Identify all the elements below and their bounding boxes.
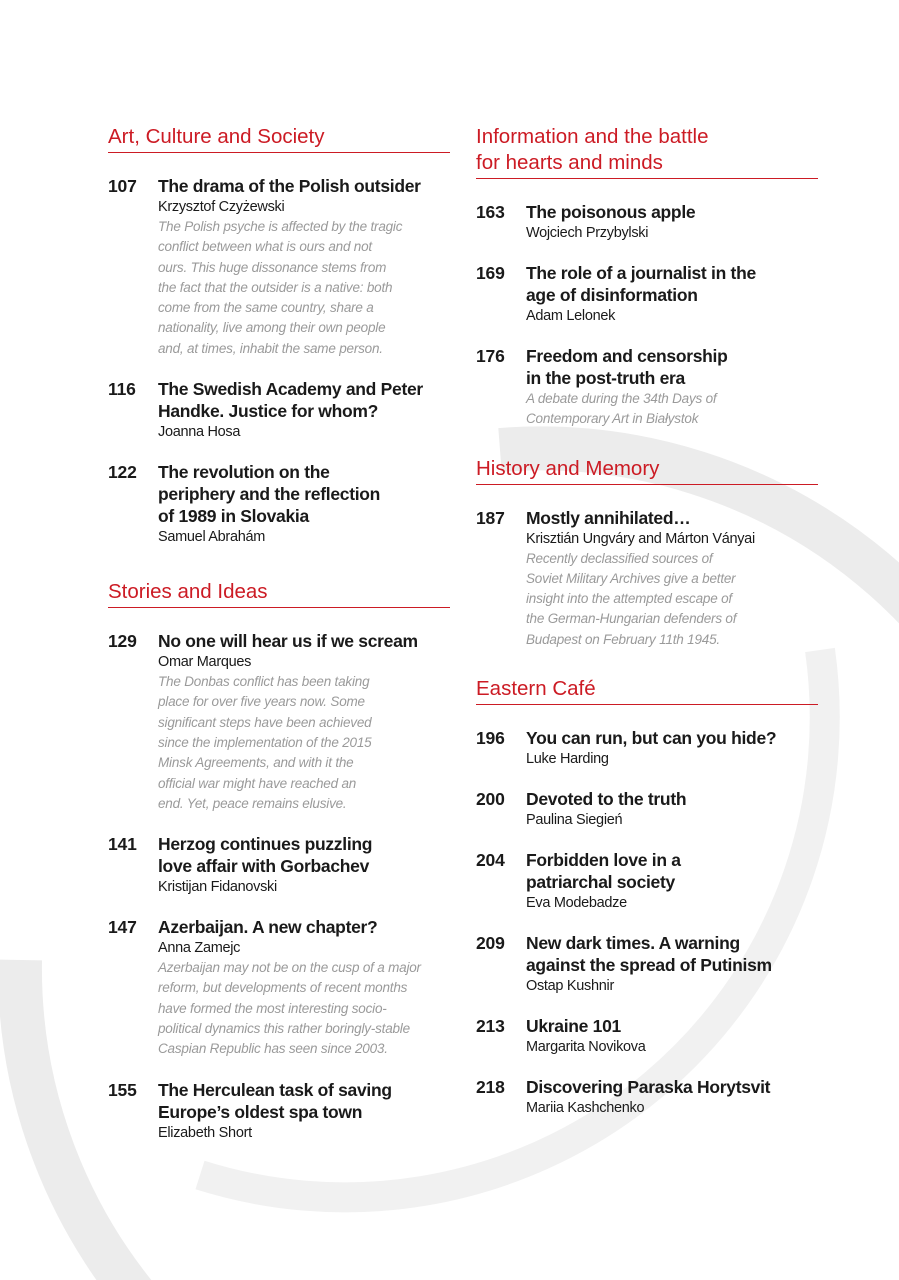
section-title: Eastern Café [476,676,818,705]
section [108,124,450,547]
article-author: Samuel Abrahám [158,529,266,546]
section-title: Information and the battle for hearts and minds [476,124,818,179]
page-number: 187 [476,507,505,528]
section [108,579,450,1143]
toc-entry[interactable] [476,1015,818,1057]
page-number: 122 [108,462,137,483]
left-column [108,124,450,1165]
toc-entry[interactable] [476,788,818,830]
article-author: Omar Marques [158,654,252,671]
right-column [476,124,818,1140]
toc-entry[interactable] [476,262,818,326]
section [476,676,818,1118]
article-author: Anna Zamejc [158,940,241,957]
page-number: 129 [108,631,137,652]
article-author: Ostap Kushnir [526,978,614,995]
toc-entry[interactable] [108,1079,450,1143]
article-title[interactable]: The revolution on the periphery and the reflection of 1989 in Slovakia [158,462,381,527]
article-author: Wojciech Przybylski [526,225,649,241]
toc-entry[interactable] [108,175,450,359]
article-title[interactable]: Herzog continues puzzling love affair with Gorbachev [158,834,373,877]
toc-entry[interactable] [108,916,450,1059]
toc-entry[interactable] [108,630,450,814]
page-number: 218 [476,1077,505,1098]
section [476,456,818,650]
article-title[interactable]: Freedom and censorship in the post-truth era [526,346,728,388]
article-title[interactable]: The poisonous apple [526,202,696,222]
article-author: Kristijan Fidanovski [158,879,277,896]
page-number: 116 [108,379,136,400]
toc-entry[interactable] [476,345,818,430]
article-author: Eva Modebadze [526,895,627,912]
article-title[interactable]: Devoted to the truth [526,789,687,810]
page-number: 163 [476,202,505,222]
page-number: 147 [108,917,137,938]
toc-entry[interactable] [476,201,818,243]
page-number: 141 [108,834,137,855]
toc-entry[interactable] [476,727,818,769]
article-author: Adam Lelonek [526,308,616,324]
article-title[interactable]: Ukraine 101 [526,1016,621,1037]
article-author: Elizabeth Short [158,1124,252,1141]
article-author: Margarita Novikova [526,1039,646,1056]
article-author: Luke Harding [526,751,609,768]
section-title: Art, Culture and Society [108,124,450,153]
article-description: The Polish psyche is affected by the tragic conflict between what is ours and not ours. This huge dissonance stems from the fact that the outsider is a native: both come from the same country, share a nationality, live among their own people and, at times, inhabit the same person. [158,219,403,356]
article-author: Krisztián Ungváry and Márton Ványai [526,530,755,547]
article-description: Recently declassified sources of Soviet Military Archives give a better insight into the attempted escape of the German-Hungarian defenders of Budapest on February 11th 1945. [526,550,737,647]
page-number: 107 [108,176,137,196]
article-title[interactable]: Forbidden love in a patriarchal society [526,850,681,893]
section-title: Stories and Ideas [108,579,450,608]
article-title[interactable]: You can run, but can you hide? [526,728,777,749]
article-author: Paulina Siegień [526,812,623,829]
section [476,124,818,430]
article-description: The Donbas conflict has been taking place for over five years now. Some significant steps have been achieved since the implementation of the 2015 Minsk Agreements, and with it the official war might have reached an end. Yet, peace remains elusive. [158,674,372,811]
toc-entry[interactable] [108,378,450,442]
toc-entry[interactable] [476,849,818,913]
page-number: 196 [476,728,505,749]
article-title[interactable]: Azerbaijan. A new chapter? [158,917,378,938]
article-description: Azerbaijan may not be on the cusp of a major reform, but developments of recent months have formed the most interesting socio- political dynamics this rather boringly-stable Caspian Republic has seen since 2003. [158,960,421,1057]
article-title[interactable]: The Swedish Academy and Peter Handke. Justice for whom? [158,379,423,422]
page-number: 200 [476,789,505,810]
article-author: Mariia Kashchenko [526,1100,645,1117]
article-description: A debate during the 34th Days of Contemporary Art in Białystok [526,391,717,427]
page-number: 204 [476,850,505,871]
page-number: 209 [476,933,505,954]
article-author: Joanna Hosa [158,424,241,441]
page-number: 176 [476,346,505,366]
page-number: 155 [108,1079,137,1100]
article-title[interactable]: Discovering Paraska Horytsvit [526,1077,771,1098]
article-title[interactable]: The Herculean task of saving Europe’s oldest spa town [158,1079,392,1122]
toc-entry[interactable] [108,833,450,897]
toc-entry[interactable] [476,507,818,650]
article-author: Krzysztof Czyżewski [158,199,285,215]
toc-entry[interactable] [476,932,818,996]
section-title: History and Memory [476,456,818,485]
article-title[interactable]: The role of a journalist in the age of disinformation [526,263,756,305]
article-title[interactable]: New dark times. A warning against the spread of Putinism [526,933,772,976]
page-number: 213 [476,1016,505,1037]
article-title[interactable]: The drama of the Polish outsider [158,176,421,196]
toc-entry[interactable] [476,1076,818,1118]
article-title[interactable]: No one will hear us if we scream [158,631,418,652]
article-title[interactable]: Mostly annihilated… [526,507,691,528]
page-number: 169 [476,263,505,283]
toc-entry[interactable] [108,461,450,547]
